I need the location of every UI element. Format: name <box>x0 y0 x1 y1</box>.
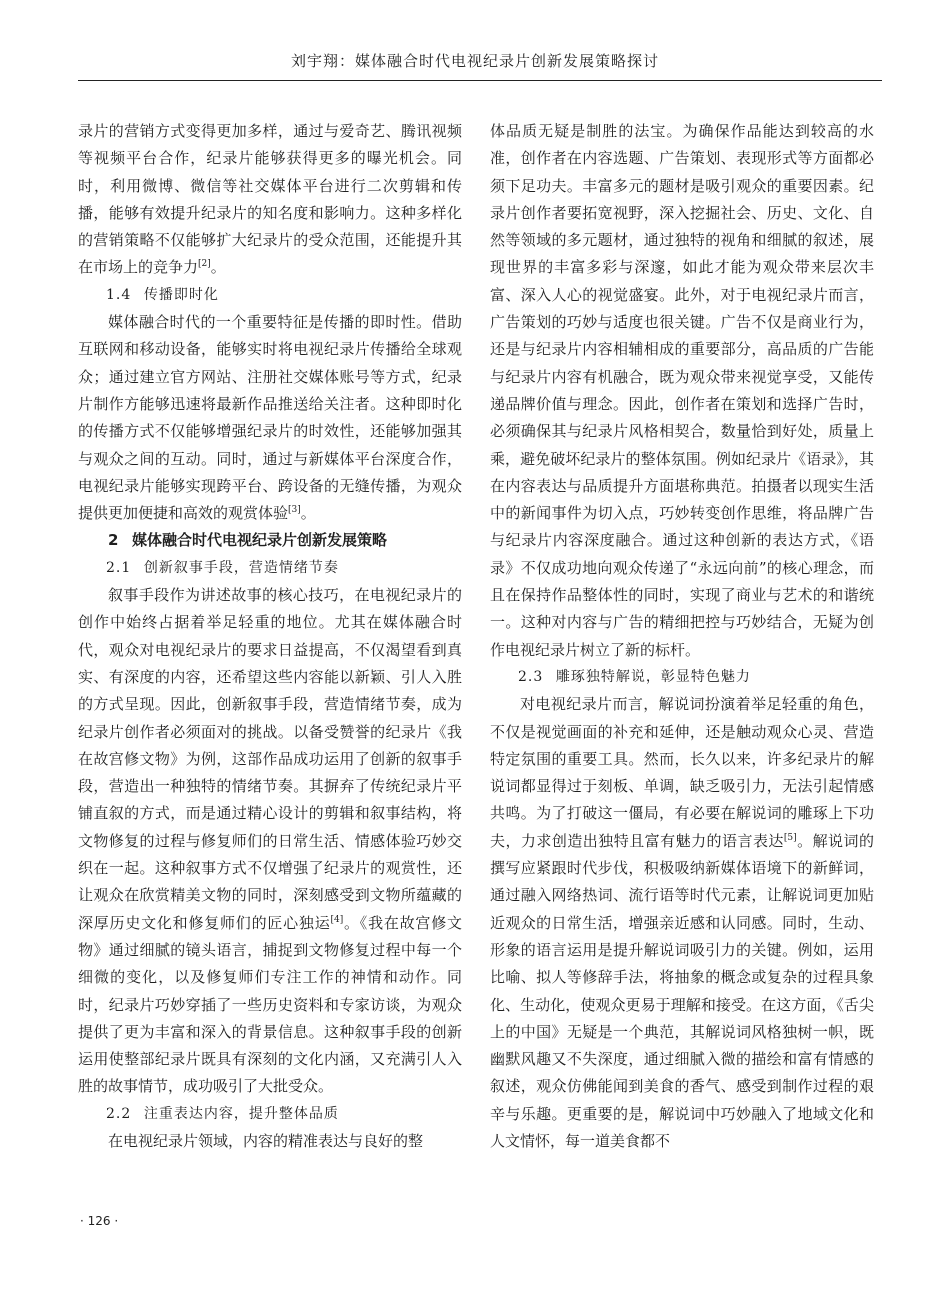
section-title: 媒体融合时代电视纪录片创新发展策略 <box>131 531 387 550</box>
section-number: 2.2 <box>106 1105 132 1122</box>
paragraph-text: 媒体融合时代的一个重要特征是传播的即时性。借助互联网和移动设备，能够实时将电视纪录片传播给全球观众；通过建立官方网站、注册社交媒体账号等方式，纪录片制作方能够迅速将最新作品推送给关注者。这种即时化的传播方式不仅能够增强纪录片的时效性，还能够加强其与观众之间的互动。同时，通过与新媒体平台深度合作，电视纪录片能够实现跨平台、跨设备的无缝传播，为观众提供更加便捷和高效的观赏体验 <box>78 313 462 523</box>
section-number: 1.4 <box>106 286 132 303</box>
left-column <box>78 118 462 1155</box>
paragraph: 体品质无疑是制胜的法宝。为确保作品能达到较高的水准，创作者在内容选题、广告策划、表现形式等方面都必须下足功夫。丰富多元的题材是吸引观众的重要因素。纪录片创作者要拓宽视野，深入挖掘社会、历史、文化、自然等领域的多元题材，通过独特的视角和细腻的叙述，展现世界的丰富多彩与深邃，如此才能为观众带来层次丰富、深入人心的视觉盛宴。此外，对于电视纪录片而言，广告策划的巧妙与适度也很关键。广告不仅是商业行为，还是与纪录片内容相辅相成的重要部分，高品质的广告能与纪录片内容有机融合，既为观众带来视觉享受，又能传递品牌价值与理念。因此，创作者在策划和选择广告时，必须确保其与纪录片风格相契合，数量恰到好处，质量上乘，避免破坏纪录片的整体氛围。例如纪录片《语录》，其在内容表达与品质提升方面堪称典范。拍摄者以现实生活中的新闻事件为切入点，巧妙转变创作思维，将品牌广告与纪录片内容深度融合。通过这种创新的表达方式，《语录》不仅成功地向观众传递了“永远向前”的核心理念，而且在保持作品整体性的同时，实现了商业与艺术的和谐统一。这种对内容与广告的精细把控与巧妙结合，无疑为创作电视纪录片树立了新的标杆。 <box>490 122 874 659</box>
section-title: 注重表达内容，提升整体品质 <box>143 1105 339 1122</box>
paragraph: 在电视纪录片领域，内容的精准表达与良好的整 <box>108 1131 424 1150</box>
paragraph-text: 录片的营销方式变得更加多样，通过与爱奇艺、腾讯视频等视频平台合作，纪录片能够获得更多的曝光机会。同时，利用微博、微信等社交媒体平台进行二次剪辑和传播，能够有效提升纪录片的知名度和影响力。这种多样化的营销策略不仅能够扩大纪录片的受众范围，还能提升其在市场上的竞争力 <box>78 122 462 277</box>
citation-marker: [4] <box>330 914 344 925</box>
paragraph-text: 。 <box>300 504 316 523</box>
section-heading-2-2 <box>78 1101 462 1128</box>
citation-marker: [5] <box>783 832 797 843</box>
paragraph <box>78 309 462 527</box>
section-heading-1-4 <box>78 282 462 309</box>
header-rule <box>78 80 882 81</box>
right-column <box>490 118 874 1155</box>
paragraph-text: 。《我在故宫修文物》通过细腻的镜头语言，捕捉到文物修复过程中每一个细微的变化，以及修复师们专注工作的神情和动作。同时，纪录片巧妙穿插了一些历史资料和专家访谈，为观众提供了更为丰富和深入的背景信息。这种叙事手段的创新运用使整部纪录片既具有深刻的文化内涵，又充满引人入胜的故事情节，成功吸引了大批受众。 <box>78 913 462 1096</box>
paragraph <box>78 582 462 1101</box>
page-number: · 126 · <box>80 1214 119 1228</box>
section-heading-2 <box>78 527 462 554</box>
section-title: 雕琢独特解说，彰显特色魅力 <box>555 668 751 685</box>
section-title: 传播即时化 <box>143 286 219 303</box>
section-title: 创新叙事手段，营造情绪节奏 <box>143 559 339 576</box>
running-head: 刘宇翔：媒体融合时代电视纪录片创新发展策略探讨 <box>290 52 659 70</box>
paragraph-text: 叙事手段作为讲述故事的核心技巧，在电视纪录片的创作中始终占据着举足轻重的地位。尤其在媒体融合时代，观众对电视纪录片的要求日益提高，不仅渴望看到真实、有深度的内容，还希望这些内容能以新颖、引人入胜的方式呈现。因此，创新叙事手段，营造情绪节奏，成为纪录片创作者必须面对的挑战。以备受赞誉的纪录片《我在故宫修文物》为例，这部作品成功运用了创新的叙事手段，营造出一种独特的情绪节奏。其摒弃了传统纪录片平铺直叙的方式，而是通过精心设计的剪辑和叙事结构，将文物修复的过程与修复师们的日常生活、情感体验巧妙交织在一起。这种叙事方式不仅增强了纪录片的观赏性，还让观众在欣赏精美文物的同时，深刻感受到文物所蕴藏的深厚历史文化和修复师们的匠心独运 <box>78 586 462 932</box>
section-heading-2-3 <box>490 664 874 691</box>
citation-marker: [2] <box>198 259 211 270</box>
paragraph-text: 对电视纪录片而言，解说词扮演着举足轻重的角色，不仅是视觉画面的补充和延伸，还是触动观众心灵、营造特定氛围的重要工具。然而，长久以来，许多纪录片的解说词都显得过于刻板、单调，缺乏吸引力，无法引起情感共鸣。为了打破这一僵局，有必要在解说词的雕琢上下功夫，力求创造出独特且富有魅力的语言表达 <box>490 695 874 850</box>
section-heading-2-1 <box>78 555 462 582</box>
paragraph-text: 。解说词的撰写应紧跟时代步伐，积极吸纳新媒体语境下的新鲜词，通过融入网络热词、流行语等时代元素，让解说词更加贴近观众的日常生活，增强亲近感和认同感。同时，生动、形象的语言运用是提升解说词吸引力的关键。例如，运用比喻、拟人等修辞手法，将抽象的概念或复杂的过程具象化、生动化，使观众更易于理解和接受。在这方面，《舌尖上的中国》无疑是一个典范，其解说词风格独树一帜，既幽默风趣又不失深度，通过细腻入微的描绘和富有情感的叙述，观众仿佛能闻到美食的香气、感受到制作过程的艰辛与乐趣。更重要的是，解说词中巧妙融入了地域文化和人文情怀，每一道美食都不 <box>490 831 874 1150</box>
section-number: 2.1 <box>106 559 132 576</box>
paragraph <box>78 118 462 282</box>
section-number: 2 <box>108 531 119 550</box>
paragraph <box>490 691 874 1155</box>
citation-marker: [3] <box>288 505 301 516</box>
section-number: 2.3 <box>518 668 544 685</box>
paragraph-text: 。 <box>210 258 226 277</box>
